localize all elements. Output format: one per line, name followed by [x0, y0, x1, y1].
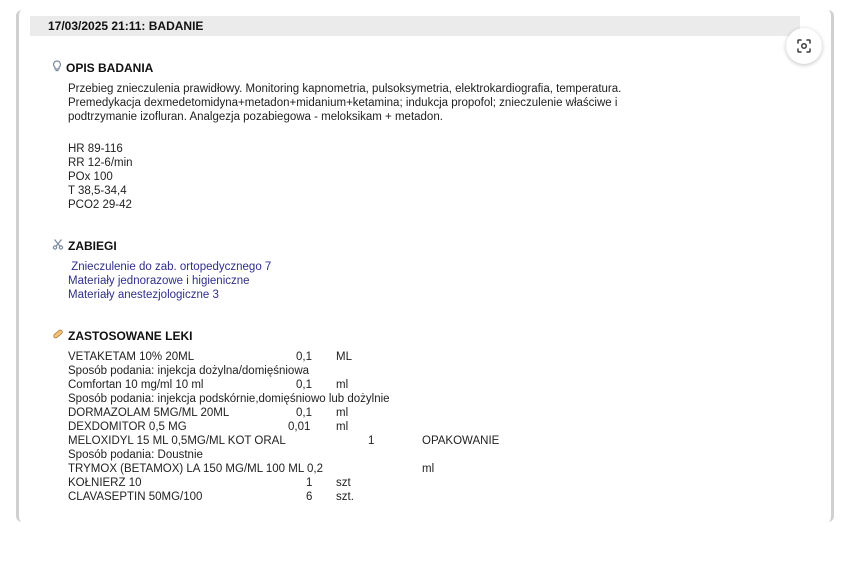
- opis-paragraph-line-3: podtrzymanie izofluran. Analgezja pozabiegowa - meloksikam + metadon.: [68, 111, 443, 123]
- opis-paragraph-line-1: Przebieg znieczulenia prawidłowy. Monitoring kapnometria, pulsoksymetria, elektrokardiografia, temperatura.: [68, 83, 622, 95]
- drug-name: MELOXIDYL 15 ML 0,5MG/ML KOT ORAL: [68, 435, 286, 447]
- lens-scan-button[interactable]: [786, 28, 822, 64]
- drug-name: Sposób podania: injekcja podskórnie,domięśniowo lub dożylnie: [68, 393, 390, 405]
- zabieg-item[interactable]: Materiały anestezjologiczne 3: [68, 289, 219, 301]
- lens-scan-icon: [795, 37, 813, 55]
- drug-unit: ML: [336, 351, 352, 363]
- vital-rr: RR 12-6/min: [68, 157, 133, 169]
- drug-qty: 0,1: [296, 351, 312, 363]
- vital-pco2: PCO2 29-42: [68, 199, 132, 211]
- leki-title-text: ZASTOSOWANE LEKI: [68, 328, 193, 343]
- drug-name: DORMAZOLAM 5MG/ML 20ML: [68, 407, 230, 419]
- zabiegi-title-text: ZABIEGI: [68, 238, 117, 253]
- pill-icon: [52, 328, 64, 343]
- drug-qty: 6: [306, 491, 313, 503]
- zabiegi-section-title: [52, 238, 117, 253]
- drug-qty: 0,01: [288, 421, 311, 433]
- drug-name: Sposób podania: Doustnie: [68, 449, 203, 461]
- lightbulb-icon: [52, 60, 62, 75]
- opis-paragraph-line-2: Premedykacja dexmedetomidyna+metadon+midanium+ketamina; indukcja propofol; znieczulenie właściwe i: [68, 97, 618, 109]
- record-header-title: 17/03/2025 21:11: BADANIE: [48, 19, 204, 33]
- drug-name: DEXDOMITOR 0,5 MG: [68, 421, 187, 433]
- drug-qty: 1: [368, 435, 375, 447]
- opis-section-title: [52, 60, 153, 75]
- drug-name: CLAVASEPTIN 50MG/100: [68, 491, 203, 503]
- drug-name: Comfortan 10 mg/ml 10 ml: [68, 379, 204, 391]
- drug-unit: ml: [336, 407, 349, 419]
- scissors-icon: [52, 238, 64, 253]
- drug-name: Sposób podania: injekcja dożylna/domięśniowa: [68, 365, 310, 377]
- drug-name: VETAKETAM 10% 20ML: [68, 351, 195, 363]
- drug-unit: ml: [336, 379, 349, 391]
- vital-hr: HR 89-116: [68, 143, 123, 155]
- drug-qty: 0,1: [296, 407, 312, 419]
- drug-name: KOŁNIERZ 10: [68, 477, 142, 489]
- zabieg-item[interactable]: Znieczulenie do zab. ortopedycznego 7: [68, 261, 272, 273]
- drug-unit: szt: [336, 477, 351, 489]
- leki-section-title: [52, 328, 192, 343]
- drug-qty: 1: [306, 477, 313, 489]
- drug-unit: ml: [422, 463, 435, 475]
- drug-unit: szt.: [336, 491, 354, 503]
- opis-title-text: OPIS BADANIA: [66, 60, 154, 75]
- drug-unit: ml: [336, 421, 349, 433]
- drug-unit: OPAKOWANIE: [422, 435, 500, 447]
- drug-qty: 0,1: [296, 379, 312, 391]
- zabieg-item[interactable]: Materiały jednorazowe i higieniczne: [68, 275, 250, 287]
- vital-temp: T 38,5-34,4: [68, 185, 127, 197]
- drug-name: TRYMOX (BETAMOX) LA 150 MG/ML 100 ML 0,2: [68, 463, 323, 475]
- vital-pox: POx 100: [68, 171, 113, 183]
